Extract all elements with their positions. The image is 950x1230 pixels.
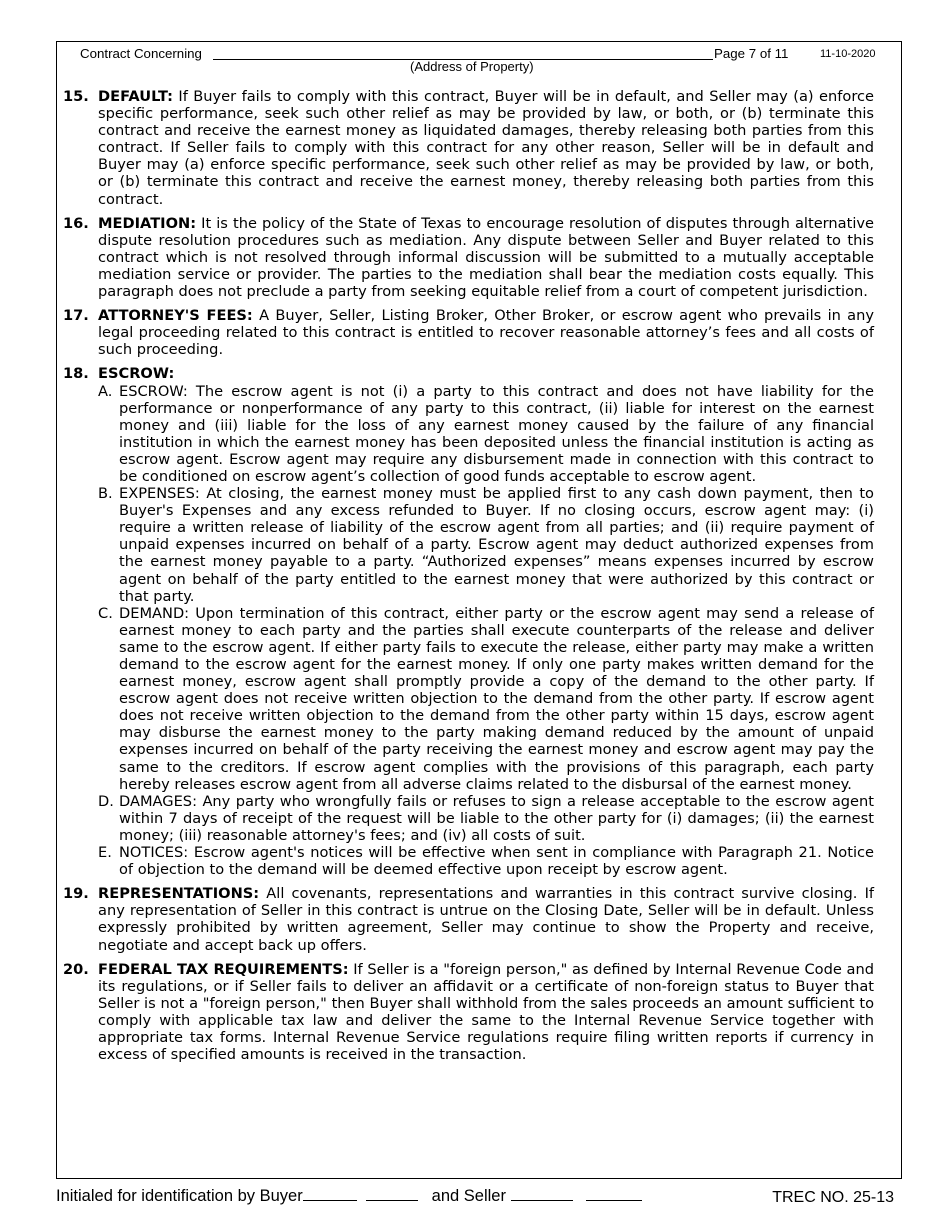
subsection-letter: C. (98, 604, 113, 622)
subsection-text: DAMAGES: Any party who wrongfully fails or refuses to sign a release acceptable to the escrow agent within 7 days of receipt of the request will be liable to the other party for (i) damages; (ii) the earnest money; (iii) reasonable attorney's fees; and (iv) all costs of suit. (119, 792, 874, 844)
escrow-subsection-d (63, 793, 874, 844)
page-footer (56, 1186, 906, 1206)
section-text: It is the policy of the State of Texas to encourage resolution of disputes through alternative dispute resolution procedures such as mediation. Any dispute between Seller and Buyer related to this contract which is not resolved through informal discussion will be submitted to a mutually acceptable mediation service or provider. The parties to the mediation shall bear the mediation costs equally. This paragraph does not preclude a party from seeking equitable relief from a court of competent jurisdiction. (98, 214, 874, 301)
subsection-text: DEMAND: Upon termination of this contract, either party or the escrow agent may send a release of earnest money to each party and the parties shall execute counterparts of the release and deliver same to the escrow agent. If either party fails to execute the release, either party may make a written demand to the escrow agent for the earnest money. If only one party makes written demand for the earnest money, escrow agent shall promptly provide a copy of the demand to the other party. If escrow agent does not receive written objection to the demand from the other party. If escrow agent does not receive written objection to the demand from the other party within 15 days, escrow agent may disburse the earnest money to the party making demand reduced by the amount of unpaid expenses incurred on behalf of the party receiving the earnest money and escrow agent may pay the same to the creditors. If escrow agent complies with the provisions of this paragraph, each party hereby releases escrow agent from all adverse claims related to the disbursal of the earnest money. (119, 604, 874, 793)
section-number: 19. (63, 885, 89, 903)
trec-form-number: TREC NO. 25-13 (772, 1189, 894, 1206)
seller-initial-field-2[interactable] (586, 1186, 642, 1201)
section-15-default (63, 88, 874, 208)
escrow-subsection-c (63, 605, 874, 793)
section-number: 18. (63, 365, 89, 383)
section-title: FEDERAL TAX REQUIREMENTS: (98, 960, 349, 978)
section-19-representations (63, 885, 874, 953)
section-text: A Buyer, Seller, Listing Broker, Other Broker, or escrow agent who prevails in any legal proceeding related to this contract is entitled to recover reasonable attorney’s fees and all costs of such proceeding. (98, 307, 874, 359)
escrow-subsection-b (63, 485, 874, 605)
and-seller-label: and Seller (431, 1187, 506, 1205)
seller-initial-field-1[interactable] (511, 1186, 573, 1201)
form-date: 11-10-2020 (820, 48, 876, 60)
section-18-escrow (63, 365, 874, 382)
page-header (80, 46, 880, 74)
section-title: ATTORNEY'S FEES: (98, 307, 253, 325)
section-title: ESCROW: (98, 365, 175, 383)
page-number: Page 7 of 11 (714, 46, 789, 61)
buyer-initial-field-1[interactable] (303, 1186, 357, 1201)
subsection-text: NOTICES: Escrow agent's notices will be effective when sent in compliance with Paragraph 21. Notice of objection to the demand will be deemed effective upon receipt by escrow agent. (119, 844, 874, 879)
section-number: 16. (63, 214, 89, 232)
section-20-federal-tax (63, 961, 874, 1064)
section-text: All covenants, representations and warranties in this contract survive closing. If any representation of Seller in this contract is untrue on the Closing Date, Seller will be in default. Unless expressly prohibited by written agreement, Seller may continue to show the Property and receive, negotiate and accept back up offers. (98, 885, 875, 954)
subsection-text: EXPENSES: At closing, the earnest money must be applied first to any cash down payment, then to Buyer's Expenses and any excess refunded to Buyer. If no closing occurs, escrow agent may: (i) require a written release of liability of the escrow agent from all parties; and (ii) require payment of unpaid expenses incurred on behalf of a party. Escrow agent may deduct authorized expenses from the earnest money payable to a party. “Authorized expenses” means expenses incurred by escrow agent on behalf of the party entitled to the earnest money that were authorized by this contract or that party. (119, 485, 874, 605)
subsection-letter: E. (98, 844, 112, 862)
section-16-mediation (63, 215, 874, 300)
subsection-letter: D. (98, 792, 114, 810)
section-title: DEFAULT: (98, 88, 173, 105)
section-title: MEDIATION: (98, 214, 197, 232)
contract-concerning-label: Contract Concerning (80, 46, 202, 61)
initialed-label: Initialed for identification by Buyer (56, 1187, 303, 1205)
subsection-letter: A. (98, 382, 113, 400)
section-title: REPRESENTATIONS: (98, 885, 260, 903)
section-number: 20. (63, 960, 89, 978)
escrow-subsection-e (63, 844, 874, 878)
section-number: 15. (63, 88, 89, 105)
section-text: If Seller is a "foreign person," as defined by Internal Revenue Code and its regulations, or if Seller fails to deliver an affidavit or a certificate of non-foreign status to Buyer that Seller is not a "foreign person," then Buyer shall withhold from the sales proceeds an amount sufficient to comply with applicable tax law and deliver the same to the Internal Revenue Service together with appropriate tax forms. Internal Revenue Service regulations require filing written reports if currency in excess of specified amounts is received in the transaction. (98, 960, 874, 1064)
address-of-property-caption: (Address of Property) (410, 59, 534, 74)
subsection-text: ESCROW: The escrow agent is not (i) a party to this contract and does not have liability for the performance or nonperformance of any party to this contract, (ii) liable for interest on the earnest money and (iii) liable for the loss of any earnest money caused by the failure of any financial institution in which the earnest money has been deposited unless the financial institution is acting as escrow agent. Escrow agent may require any disbursement made in connection with this contract to be conditioned on escrow agent’s collection of good funds acceptable to escrow agent. (119, 382, 874, 485)
subsection-letter: B. (98, 485, 113, 503)
section-number: 17. (63, 307, 89, 325)
contract-body (63, 88, 874, 1070)
buyer-initial-field-2[interactable] (366, 1186, 418, 1201)
section-text: If Buyer fails to comply with this contract, Buyer will be in default, and Seller may (a) enforce specific performance, seek such other relief as may be provided by law, or both, or (b) terminate this contract and receive the earnest money as liquidated damages, thereby releasing both parties from this contract. If Seller fails to comply with this contract for any other reason, Seller will be in default and Buyer may (a) enforce specific performance, seek such other relief as may be provided by law, or both, or (b) terminate this contract and receive the earnest money, thereby releasing both parties from this contract. (98, 88, 874, 208)
section-17-attorneys-fees (63, 307, 874, 358)
escrow-subsection-a (63, 383, 874, 486)
